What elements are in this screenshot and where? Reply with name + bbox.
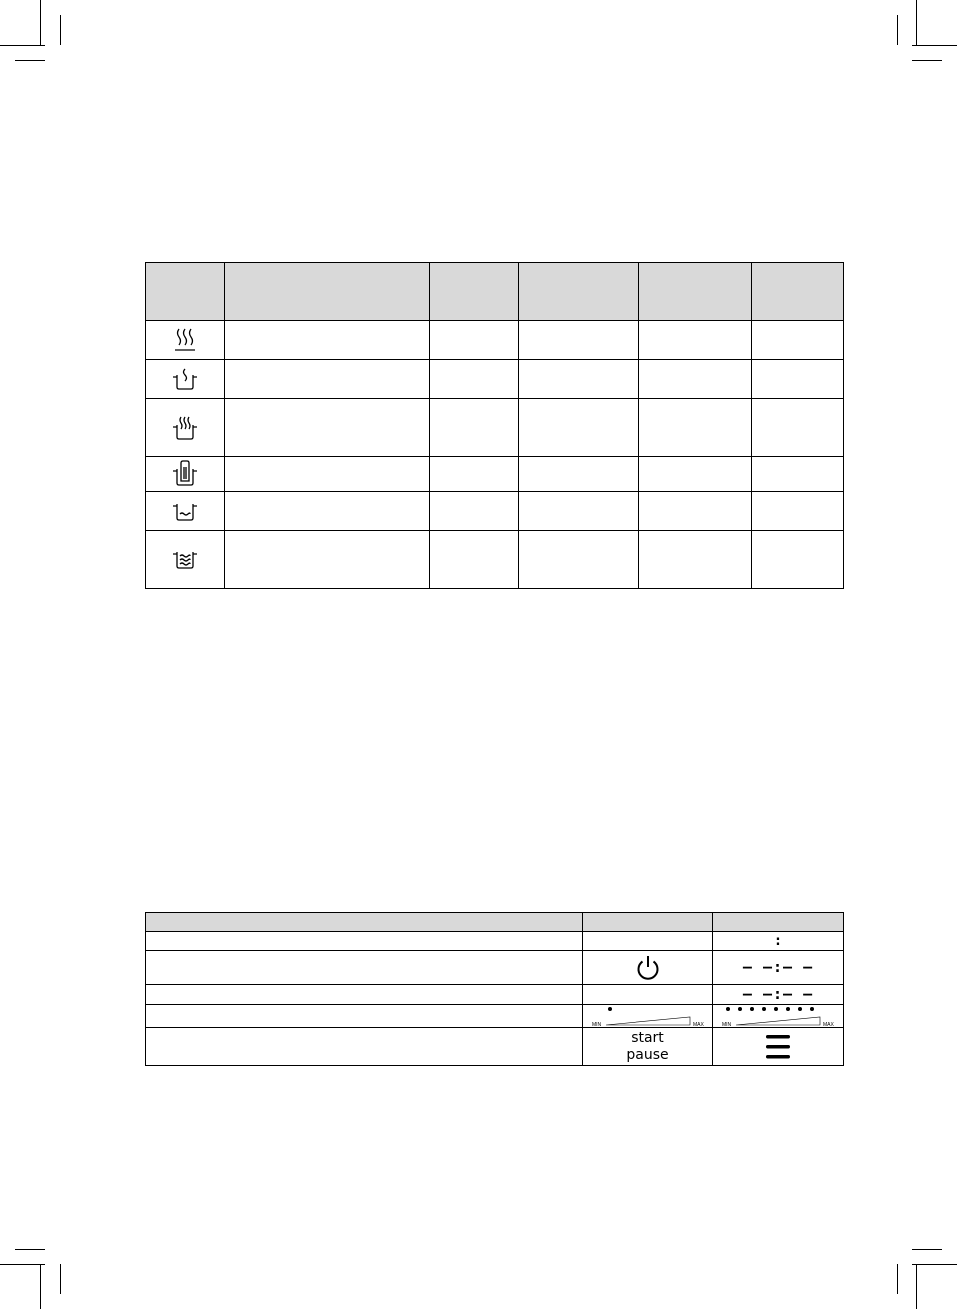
crop-mark [897, 15, 898, 45]
table-cell [519, 360, 639, 399]
table-cell [146, 951, 583, 985]
table-cell [639, 399, 752, 457]
header-cell [713, 913, 844, 932]
table-cell [146, 1028, 583, 1066]
table-cell [639, 492, 752, 531]
table-cell [225, 360, 430, 399]
table-cell [519, 531, 639, 589]
level-dot [738, 1007, 742, 1011]
table-cell [519, 399, 639, 457]
table-cell [225, 457, 430, 492]
three-bars-icon [763, 1032, 793, 1062]
table-header-row [146, 913, 844, 932]
level-dot [726, 1007, 730, 1011]
level-dot [810, 1007, 814, 1011]
crop-mark [40, 0, 41, 45]
table-cell [225, 492, 430, 531]
scale-min-label: MIN [591, 1022, 601, 1027]
table-row [146, 321, 844, 360]
scale-max-label: MAX [823, 1022, 834, 1027]
table-cell [519, 457, 639, 492]
pot-low-water-icon [171, 500, 199, 522]
colon-display-icon: : [773, 933, 783, 949]
crop-mark [0, 1264, 45, 1265]
table-cell [639, 321, 752, 360]
table-row [146, 951, 844, 985]
crop-mark [15, 60, 45, 61]
display-cell [713, 932, 844, 951]
table-cell [430, 399, 519, 457]
table-cell [583, 985, 713, 1005]
table-cell [146, 985, 583, 1005]
crop-mark [40, 1264, 41, 1309]
table-row [146, 1005, 844, 1028]
start-pause-cell [583, 1028, 713, 1066]
table-cell [519, 321, 639, 360]
level-cell [583, 1005, 713, 1028]
table-row [146, 1028, 844, 1066]
level-dot [774, 1007, 778, 1011]
crop-mark [60, 1264, 61, 1294]
crop-mark [912, 1264, 957, 1265]
level-display-cell [713, 1005, 844, 1028]
bars-cell [713, 1028, 844, 1066]
table-row [146, 932, 844, 951]
table-cell [639, 531, 752, 589]
controls-display-table [145, 912, 844, 1066]
header-cell [639, 263, 752, 321]
pot-waves-icon [171, 548, 199, 572]
table-cell [583, 932, 713, 951]
crop-mark [897, 1264, 898, 1294]
table-cell [225, 531, 430, 589]
table-cell [752, 492, 844, 531]
level-dot [750, 1007, 754, 1011]
level-scale-one-dot-icon [586, 1005, 710, 1027]
table-row [146, 399, 844, 457]
icon-cell [146, 531, 225, 589]
table-cell [752, 457, 844, 492]
table-cell [430, 360, 519, 399]
icon-cell [146, 492, 225, 531]
crop-mark [916, 1264, 917, 1309]
table-cell [519, 492, 639, 531]
pot-single-steam-icon [171, 367, 199, 391]
scale-max-label: MAX [692, 1022, 704, 1027]
level-scale-eight-dots-icon [716, 1005, 840, 1027]
table-cell [225, 399, 430, 457]
table-cell [752, 531, 844, 589]
table-cell [430, 457, 519, 492]
pot-bottle-icon [171, 459, 199, 489]
table-row [146, 531, 844, 589]
icon-cell [146, 399, 225, 457]
table-header-row [146, 263, 844, 321]
crop-mark [912, 45, 957, 46]
crop-mark [60, 15, 61, 45]
table-cell [225, 321, 430, 360]
table-row [146, 985, 844, 1005]
level-dot [786, 1007, 790, 1011]
icon-cell [146, 457, 225, 492]
level-dot [762, 1007, 766, 1011]
table-cell [639, 360, 752, 399]
crop-mark [912, 1249, 942, 1250]
power-icon [634, 954, 662, 982]
crop-mark [916, 0, 917, 45]
table-cell [639, 457, 752, 492]
table-row [146, 360, 844, 399]
steam-heat-icon [173, 327, 197, 353]
crop-mark [15, 1249, 45, 1250]
level-dot [608, 1007, 612, 1011]
power-cell [583, 951, 713, 985]
table-cell [430, 321, 519, 360]
pause-label: pause [626, 1046, 669, 1063]
table-cell [752, 321, 844, 360]
level-dot [798, 1007, 802, 1011]
header-cell [146, 263, 225, 321]
header-cell [752, 263, 844, 321]
table-cell [752, 360, 844, 399]
table-row [146, 492, 844, 531]
table-cell [752, 399, 844, 457]
cooking-functions-table [145, 262, 844, 589]
crop-mark [0, 45, 45, 46]
crop-mark [912, 60, 942, 61]
header-cell [225, 263, 430, 321]
header-cell [146, 913, 583, 932]
header-cell [519, 263, 639, 321]
icon-cell [146, 321, 225, 360]
header-cell [430, 263, 519, 321]
start-label: start [631, 1029, 664, 1046]
scale-min-label: MIN [722, 1022, 732, 1027]
pot-triple-steam-icon [171, 415, 199, 441]
icon-cell [146, 360, 225, 399]
table-cell [146, 1005, 583, 1028]
header-cell [583, 913, 713, 932]
table-cell [430, 492, 519, 531]
table-cell [146, 932, 583, 951]
table-cell [430, 531, 519, 589]
dash-time-display-icon: – –:– – [742, 985, 814, 1003]
table-row [146, 457, 844, 492]
display-cell [713, 985, 844, 1005]
display-cell [713, 951, 844, 985]
dash-time-display-icon: – –:– – [742, 958, 814, 976]
